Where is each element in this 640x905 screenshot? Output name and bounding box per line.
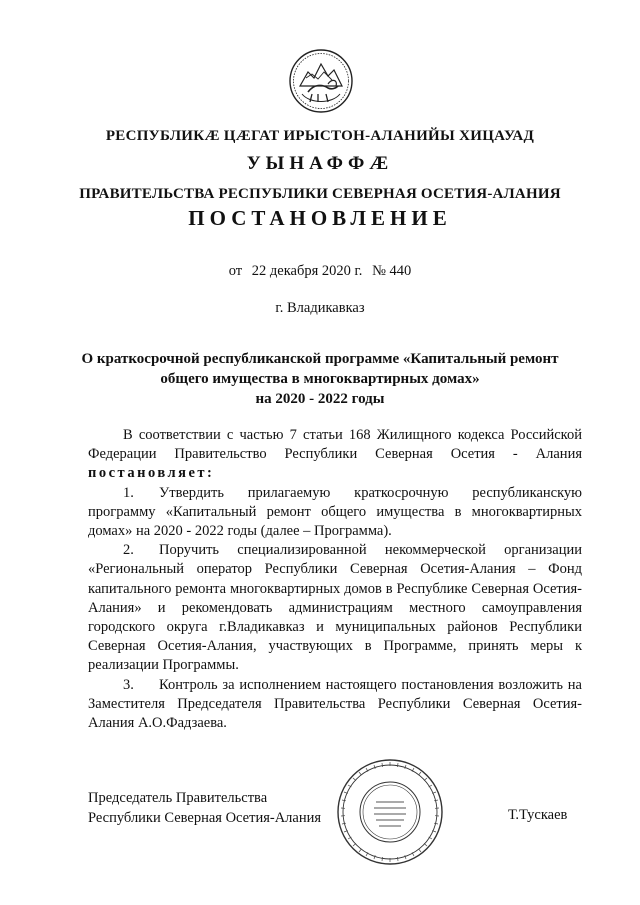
preamble-text: В соответствии с частью 7 статьи 168 Жилищного кодекса Российской Федерации Правительство Республики Северная Осетия - Алания	[88, 427, 582, 463]
document-date: 22 декабря 2020 г.	[251, 263, 363, 279]
item-text: Контроль за исполнением настоящего постановления возложить на Заместителя Председателя Правительства Республики Северная Осетия-Алания А.О.Фадзаева.	[88, 676, 582, 732]
list-item	[88, 541, 582, 675]
header-russian-government: ПРАВИТЕЛЬСТВА РЕСПУБЛИКИ СЕВЕРНАЯ ОСЕТИЯ-АЛАНИЯ	[79, 186, 561, 202]
signature-position-line: Председатель Правительства	[88, 790, 268, 806]
title-line: О краткосрочной республиканской программе «Капитальный ремонт	[81, 351, 559, 367]
header-ossetian-resolution: УЫНАФФÆ	[246, 153, 394, 174]
item-text: Поручить специализированной некоммерческой организации «Региональный оператор Республики Северная Осетия-Алания – Фонд капитального ремонта многоквартирных домов в Республике Северная Осетия-Алания» и рекомендовать администрациям местного самоуправления городского округа г.Владикавказ и муниципальных районов Республики Северная Осетия-Алания, участвующих в Программе, принять меры к реализации Программы.	[88, 542, 582, 674]
document-body	[88, 426, 582, 733]
item-number: 3.	[123, 676, 134, 693]
header-ossetian-government: РЕСПУБЛИКÆ ЦÆГАТ ИРЫСТОН-АЛАНИЙЫ ХИЦАУАД	[105, 128, 535, 144]
document-title	[60, 349, 580, 409]
resolves-word: постановляет:	[88, 465, 215, 482]
title-line: общего имущества в многоквартирных домах»	[160, 371, 480, 387]
item-number: 2.	[123, 542, 134, 559]
preamble-paragraph	[88, 426, 582, 484]
list-item	[88, 676, 582, 734]
title-line: на 2020 - 2022 годы	[255, 391, 385, 407]
date-line	[0, 263, 640, 280]
official-seal-stamp	[336, 758, 444, 866]
signature-position-line: Республики Северная Осетия-Алания	[88, 810, 322, 826]
date-prefix: от	[228, 263, 243, 279]
coat-of-arms-emblem	[288, 48, 354, 114]
item-text: Утвердить прилагаемую краткосрочную республиканскую программу «Капитальный ремонт общего имущества в многоквартирных домах» на 2020 - 2022 годы (далее – Программа).	[88, 484, 582, 540]
document-number: № 440	[372, 263, 412, 279]
signatory-name: Т.Тускаев	[508, 807, 568, 823]
item-number: 1.	[123, 484, 134, 501]
city-name: г. Владикавказ	[275, 300, 365, 316]
signature-position	[88, 788, 321, 828]
header-resolution-title: ПОСТАНОВЛЕНИЕ	[188, 206, 452, 230]
list-item	[88, 484, 582, 542]
